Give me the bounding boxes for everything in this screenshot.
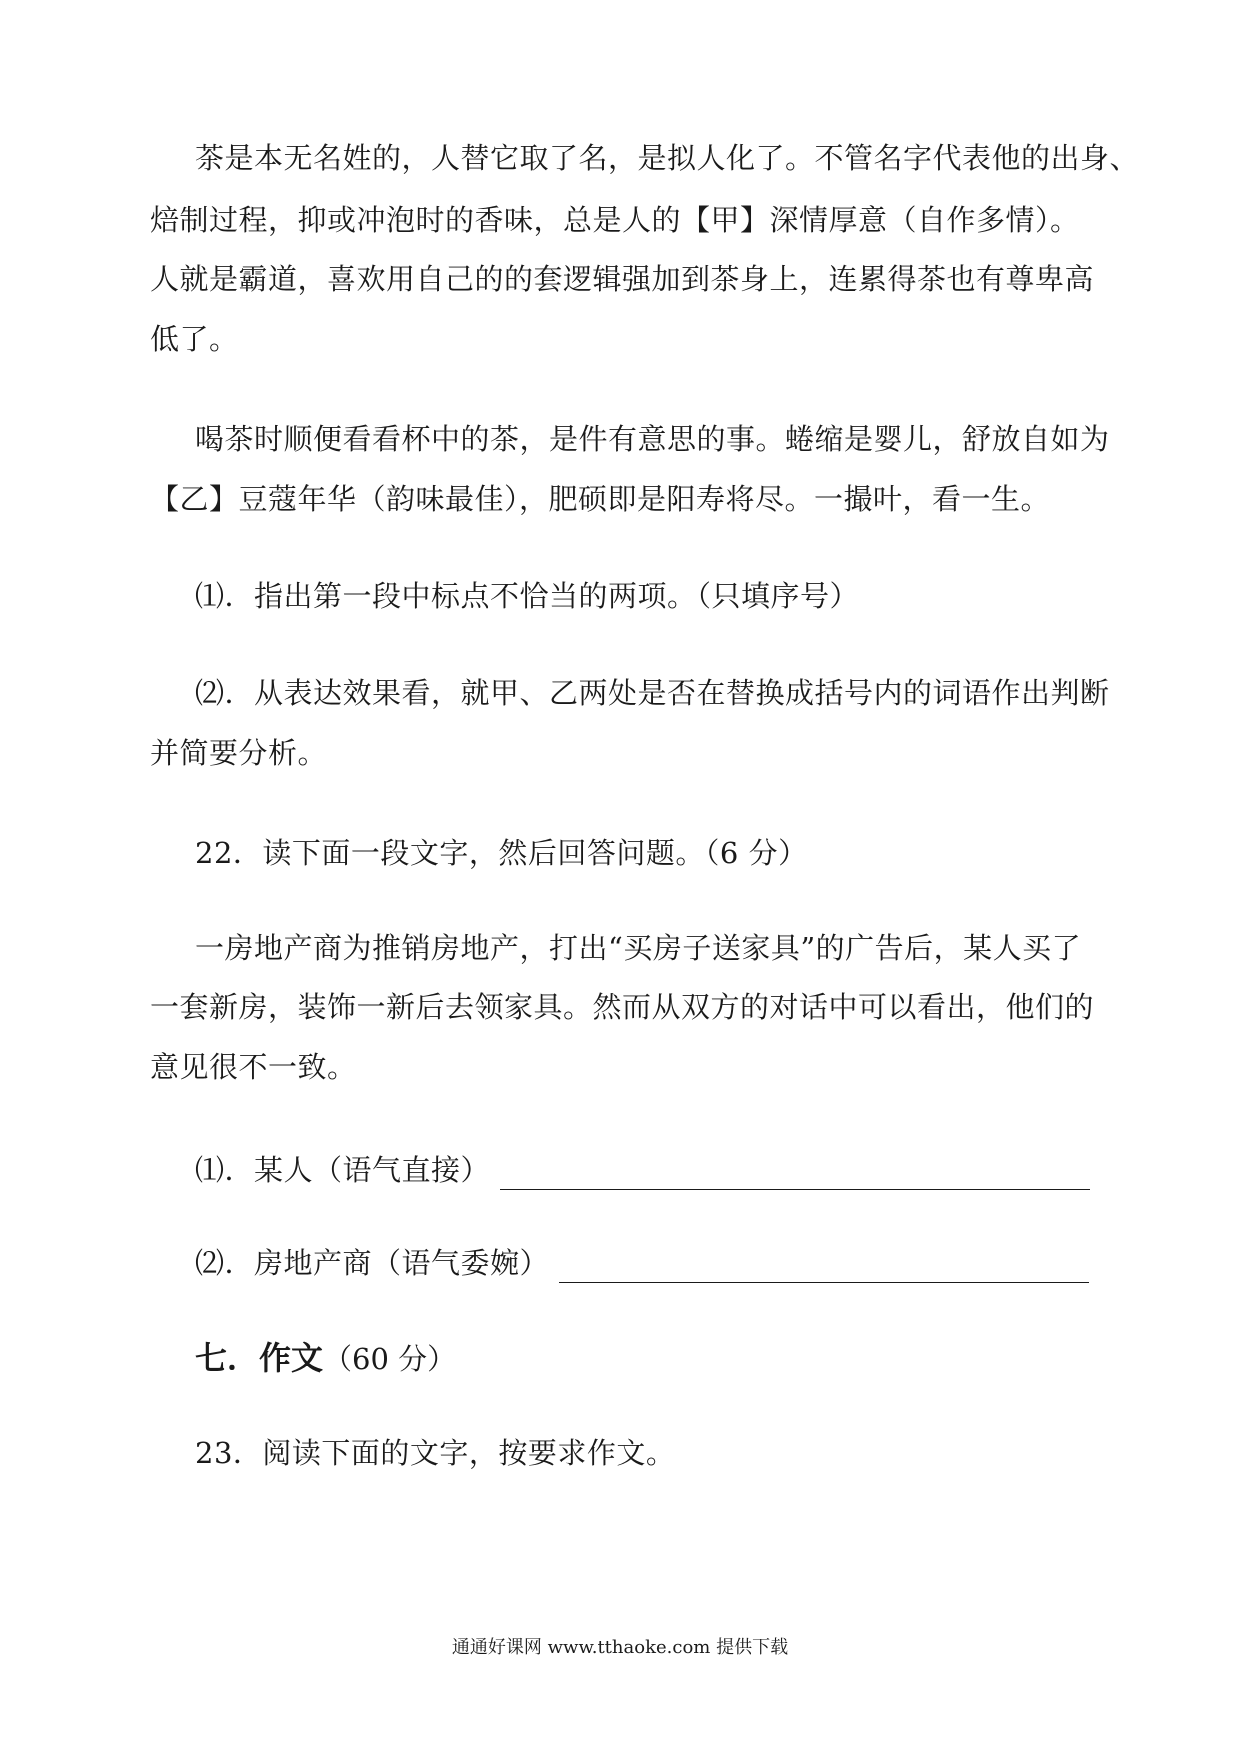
paragraph-line: 茶是本无名姓的，人替它取了名，是拟人化了。不管名字代表他的出身、 [195, 141, 1140, 175]
page-footer: 通通好课网 www.tthaoke.com 提供下载 [451, 1637, 789, 1658]
paragraph-line: 人就是霸道，喜欢用自己的的套逻辑强加到茶身上，连累得茶也有尊卑高 [150, 262, 1095, 296]
paragraph-line: 一套新房，装饰一新后去领家具。然而从双方的对话中可以看出，他们的 [150, 990, 1095, 1024]
section-heading [195, 1336, 456, 1386]
question-heading: 22．读下面一段文字，然后回答问题。（6 分） [195, 836, 808, 870]
paragraph-line: 意见很不一致。 [150, 1050, 357, 1084]
question-item: ⑴．指出第一段中标点不恰当的两项。（只填序号） [195, 579, 860, 613]
answer-item [195, 1243, 1089, 1283]
question-heading: 23．阅读下面的文字，按要求作文。 [195, 1436, 676, 1470]
paragraph-line: 喝茶时顺便看看杯中的茶，是件有意思的事。蜷缩是婴儿，舒放自如为 [195, 422, 1110, 456]
paragraph-line: 低了。 [150, 322, 239, 356]
paragraph-line: 【乙】豆蔻年华（韵味最佳），肥硕即是阳寿将尽。一撮叶，看一生。 [150, 482, 1051, 516]
paragraph-line: 一房地产商为推销房地产，打出“买房子送家具”的广告后，某人买了 [195, 931, 1082, 965]
answer-item [195, 1150, 1090, 1190]
answer-label: ⑵．房地产商（语气委婉） [195, 1246, 550, 1280]
paragraph-line: 焙制过程，抑或冲泡时的香味，总是人的【甲】深情厚意（自作多情）。 [150, 203, 1080, 237]
answer-blank[interactable] [559, 1250, 1089, 1283]
answer-blank[interactable] [500, 1157, 1090, 1190]
answer-label: ⑴．某人（语气直接） [195, 1153, 491, 1187]
section-score: （60 分） [323, 1342, 457, 1376]
question-item-continuation: 并简要分析。 [150, 736, 328, 770]
section-title: 七．作文 [195, 1339, 324, 1377]
question-item: ⑵．从表达效果看，就甲、乙两处是否在替换成括号内的词语作出判断 [195, 676, 1110, 710]
